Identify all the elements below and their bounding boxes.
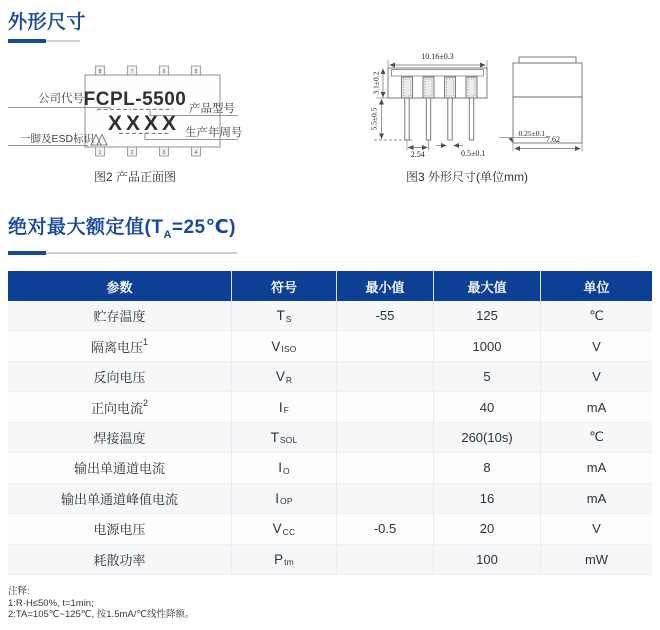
unit-cell: V <box>541 514 652 544</box>
package-date-code-marking: XXXX <box>107 112 181 135</box>
header-max: 最大值 <box>434 271 541 301</box>
figures-canvas <box>0 50 660 170</box>
label-company-code: 公司代号 <box>38 93 84 105</box>
divider-accent-segment <box>8 39 46 43</box>
dim-lead-length: 5.5±0.5 <box>369 107 379 131</box>
table-row <box>8 301 652 331</box>
param-superscript: 2 <box>143 398 149 409</box>
table-row <box>8 423 652 453</box>
ratings-table-body <box>8 301 652 575</box>
package-bottom-pins <box>96 147 201 156</box>
param-cell <box>8 331 232 361</box>
param-label: 正向电流 <box>90 400 143 416</box>
title-divider <box>8 251 237 255</box>
fig3-front-view <box>370 52 488 159</box>
symbol-cell <box>232 423 337 453</box>
symbol-cell <box>232 362 337 392</box>
min-cell <box>337 392 434 422</box>
max-cell: 1000 <box>434 331 541 361</box>
footnotes-title: 注释: <box>8 586 30 597</box>
symbol-base: V <box>275 369 285 385</box>
package-part-number-marking: FCPL-5500 <box>83 89 187 110</box>
unit-cell: ℃ <box>541 301 652 331</box>
param-cell <box>8 453 232 483</box>
title-suffix: =25℃) <box>171 217 236 238</box>
divider-gray-segment <box>46 40 80 42</box>
param-label: 反向电压 <box>93 370 146 386</box>
section-title-absolute-maximum-ratings <box>8 212 236 241</box>
header-symbol: 符号 <box>232 271 337 301</box>
title-prefix: 绝对最大额定值(T <box>8 217 164 238</box>
pin-number: 1 <box>98 150 102 156</box>
section-title-outline-dimensions: 外形尺寸 <box>8 12 87 33</box>
min-cell <box>337 423 434 453</box>
param-label: 焊接温度 <box>93 430 146 446</box>
param-label: 贮存温度 <box>93 309 146 325</box>
footnote-item: 2:TA=105℃~125℃, 按1.5mA/℃线性降额。 <box>8 609 195 620</box>
symbol-base: I <box>278 399 283 415</box>
pin-number: 6 <box>162 68 166 75</box>
table-row <box>8 484 652 514</box>
symbol-base: P <box>274 551 284 567</box>
max-cell: 20 <box>434 514 541 544</box>
header-unit: 单位 <box>583 279 610 295</box>
pin-number: 4 <box>194 150 198 156</box>
symbol-subscript: O <box>282 465 290 476</box>
unit-cell: mA <box>541 453 652 483</box>
param-superscript: 1 <box>143 337 149 348</box>
symbol-cell <box>232 392 337 422</box>
pin-number: 3 <box>162 150 166 156</box>
symbol-cell <box>232 545 337 575</box>
min-cell: -0.5 <box>337 514 434 544</box>
min-cell <box>337 331 434 361</box>
symbol-cell <box>232 331 337 361</box>
symbol-subscript: S <box>285 313 292 324</box>
package-top-pins <box>96 66 201 75</box>
unit-cell: V <box>541 362 652 392</box>
dim-body-height: 3.1±0.2 <box>371 71 381 95</box>
symbol-subscript: tm <box>284 557 294 568</box>
max-cell: 100 <box>434 545 541 575</box>
symbol-base: I <box>275 490 280 506</box>
max-cell: 16 <box>434 484 541 514</box>
table-header-row <box>8 271 652 301</box>
symbol-cell <box>232 453 337 483</box>
param-cell <box>8 362 232 392</box>
min-cell <box>337 453 434 483</box>
min-cell <box>337 545 434 575</box>
symbol-cell <box>232 484 337 514</box>
param-cell <box>8 301 232 331</box>
max-cell: 40 <box>434 392 541 422</box>
fig3-caption: 图3 外形尺寸(单位mm) <box>406 170 528 184</box>
dim-lead-pitch: 2.54 <box>410 150 425 159</box>
dim-lead-width: 0.5±0.1 <box>461 149 486 158</box>
fig3-side-view <box>499 57 582 152</box>
divider-gray-segment <box>46 252 237 254</box>
header-min: 最小值 <box>337 271 434 301</box>
label-pin1-esd: 一脚及ESD标识 <box>20 133 95 145</box>
divider-accent-segment <box>8 251 46 255</box>
symbol-subscript: R <box>285 374 293 385</box>
title-divider <box>8 39 80 43</box>
param-label: 隔离电压 <box>90 339 143 355</box>
footnote-item: 1:R·H≤50%, t=1min; <box>8 597 94 609</box>
absolute-maximum-ratings-table <box>8 271 652 575</box>
label-year-week: 生产年周号 <box>185 127 243 139</box>
table-row <box>8 331 652 361</box>
header-parameter: 参数 <box>8 271 232 301</box>
max-cell: 5 <box>434 362 541 392</box>
min-cell: -55 <box>337 301 434 331</box>
symbol-subscript: SOL <box>279 435 298 446</box>
param-label: 耗散功率 <box>93 552 146 568</box>
symbol-base: V <box>271 338 281 354</box>
param-label: 输出单通道电流 <box>73 461 165 477</box>
max-cell: 8 <box>434 453 541 483</box>
label-product-model: 产品型号 <box>189 103 235 115</box>
table-row <box>8 514 652 544</box>
param-cell <box>8 514 232 544</box>
max-cell: 260(10s) <box>434 423 541 453</box>
unit-cell: mA <box>541 484 652 514</box>
unit-cell: V <box>541 331 652 361</box>
param-cell <box>8 484 232 514</box>
pin-number: 8 <box>98 68 102 75</box>
unit-cell: mA <box>541 392 652 422</box>
fig2-caption: 图2 产品正面图 <box>93 170 176 184</box>
max-cell: 125 <box>434 301 541 331</box>
footnotes <box>8 586 195 621</box>
symbol-subscript: ISO <box>281 344 297 355</box>
symbol-subscript: F <box>283 405 290 416</box>
symbol-base: I <box>278 460 282 476</box>
param-cell <box>8 423 232 453</box>
symbol-cell <box>232 301 337 331</box>
min-cell <box>337 484 434 514</box>
min-cell <box>337 362 434 392</box>
dim-row-spacing: 7.62 <box>546 135 560 144</box>
symbol-base: V <box>272 521 282 537</box>
pin-number: 5 <box>194 68 198 75</box>
table-row <box>8 392 652 422</box>
title-subscript: A <box>163 228 172 241</box>
table-row <box>8 453 652 483</box>
param-label: 电源电压 <box>93 522 146 538</box>
unit-cell: mW <box>541 545 652 575</box>
symbol-subscript: OP <box>280 496 293 507</box>
table-row <box>8 545 652 575</box>
table-row <box>8 362 652 392</box>
dim-package-width: 10.16±0.3 <box>421 52 454 61</box>
param-cell <box>8 392 232 422</box>
front-leads <box>402 77 478 140</box>
symbol-cell <box>232 514 337 544</box>
param-cell <box>8 545 232 575</box>
pin-number: 2 <box>130 150 134 156</box>
symbol-subscript: CC <box>282 526 296 537</box>
unit-cell: ℃ <box>541 423 652 453</box>
pin-number: 7 <box>130 68 134 75</box>
symbol-base: T <box>276 308 285 324</box>
fig2-package-diagram <box>8 66 243 156</box>
dim-standoff: 0.25±0.1 <box>518 129 546 138</box>
symbol-base: T <box>270 429 279 445</box>
param-label: 输出单通道峰值电流 <box>60 491 178 507</box>
